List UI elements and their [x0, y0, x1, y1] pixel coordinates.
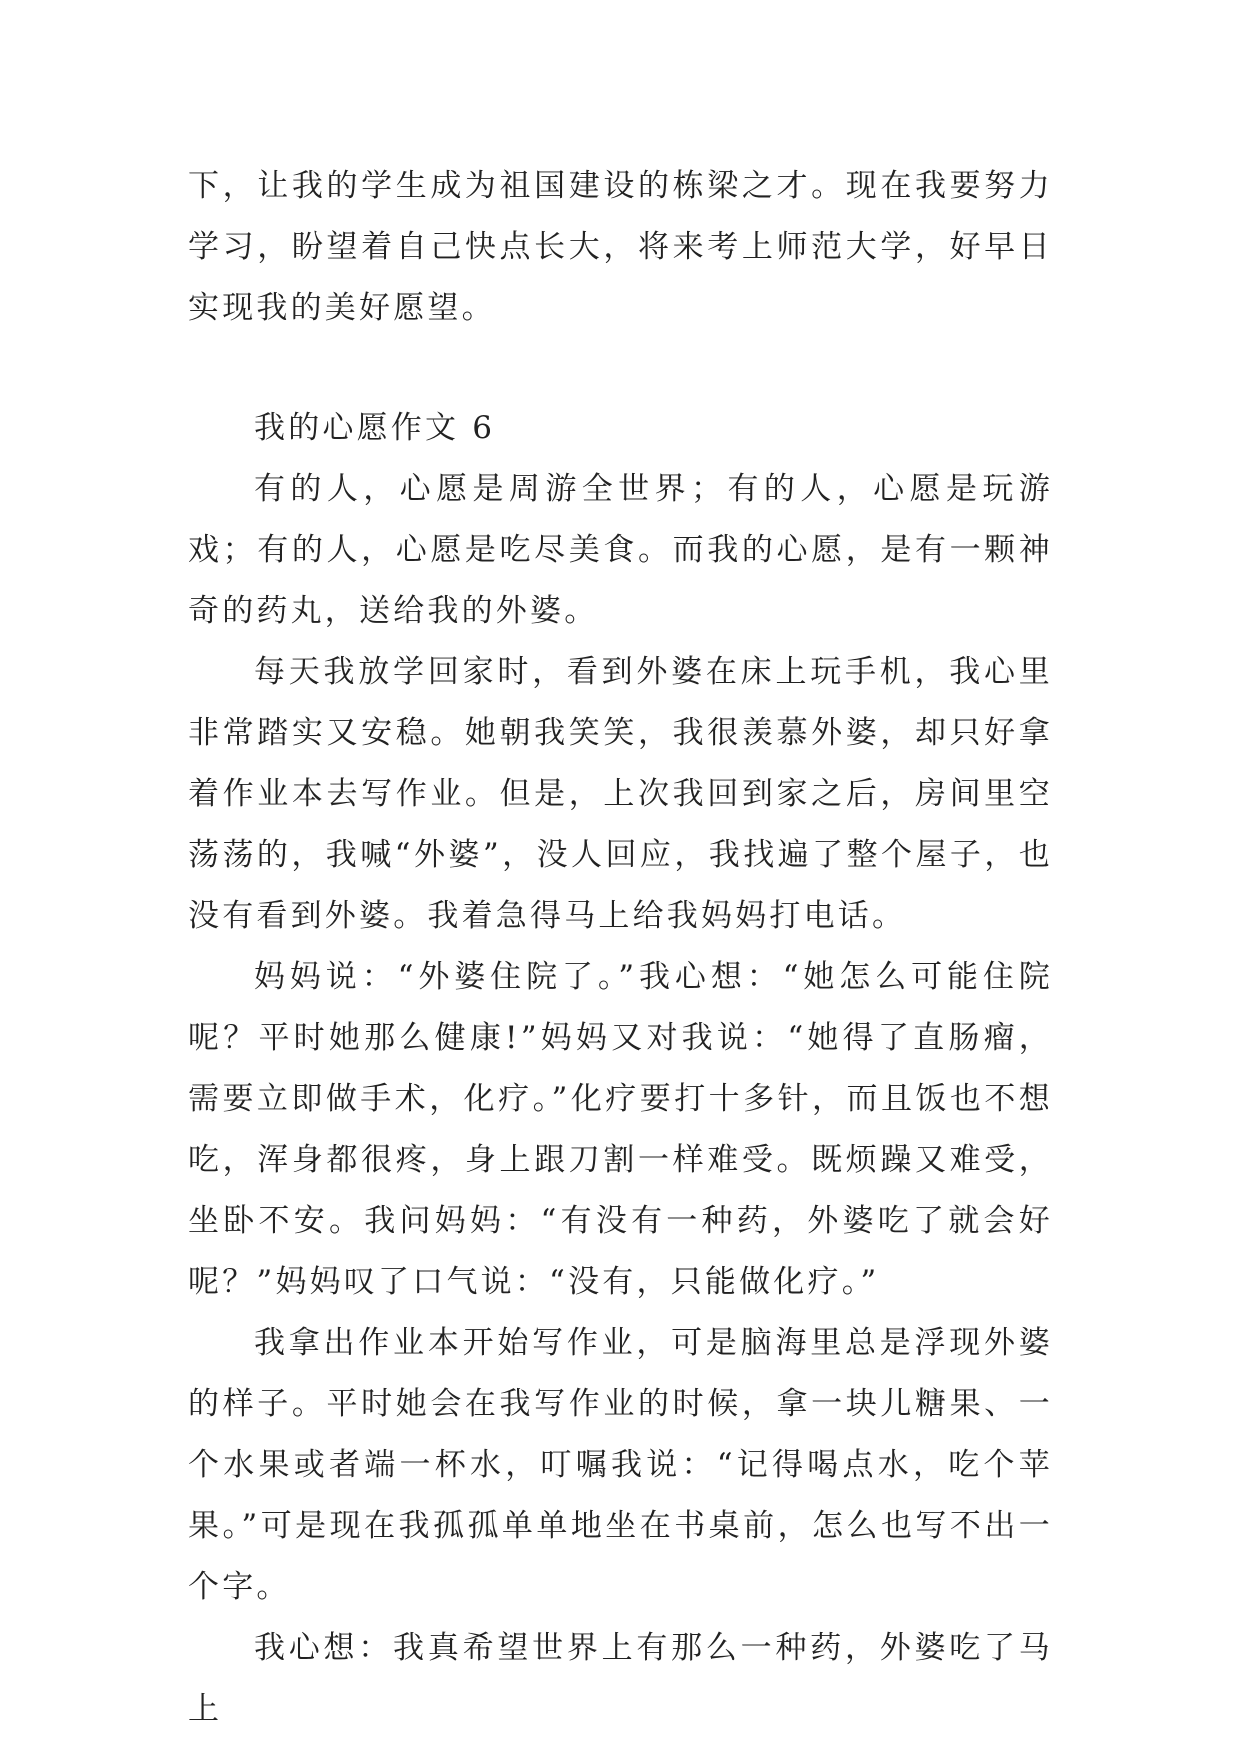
- essay-title: 我的心愿作文 6: [254, 410, 496, 446]
- essay-paragraph-4: 我拿出作业本开始写作业，可是脑海里总是浮现外婆的样子。平时她会在我写作业的时候，拿一块儿糖果、一个水果或者端一杯水，叮嘱我说：“记得喝点水，吃个苹果。”可是现在我孤孤单单地坐在书桌前，怎么也写不出一个字。: [188, 1325, 1053, 1605]
- essay-paragraph-5: 我心想：我真希望世界上有那么一种药，外婆吃了马上: [188, 1630, 1053, 1727]
- essay-paragraph-3: 妈妈说：“外婆住院了。”我心想：“她怎么可能住院呢？平时她那么健康!”妈妈又对我说：“她得了直肠瘤，需要立即做手术，化疗。”化疗要打十多针，而且饭也不想吃，浑身都很疼，身上跟刀割一样难受。既烦躁又难受，坐卧不安。我问妈妈：“有没有一种药，外婆吃了就会好呢？”妈妈叹了口气说：“没有，只能做化疗。”: [188, 959, 1053, 1300]
- essay-paragraph-2: 每天我放学回家时，看到外婆在床上玩手机，我心里非常踏实又安稳。她朝我笑笑，我很羡慕外婆，却只好拿着作业本去写作业。但是，上次我回到家之后，房间里空荡荡的，我喊“外婆”，没人回应，我找遍了整个屋子，也没有看到外婆。我着急得马上给我妈妈打电话。: [188, 654, 1053, 934]
- essay-section: [188, 398, 1053, 1740]
- intro-paragraph: 下，让我的学生成为祖国建设的栋梁之才。现在我要努力学习，盼望着自己快点长大，将来考上师范大学，好早日实现我的美好愿望。: [188, 168, 1053, 326]
- essay-paragraph-1: 有的人，心愿是周游全世界；有的人，心愿是玩游戏；有的人，心愿是吃尽美食。而我的心愿，是有一颗神奇的药丸，送给我的外婆。: [188, 471, 1053, 629]
